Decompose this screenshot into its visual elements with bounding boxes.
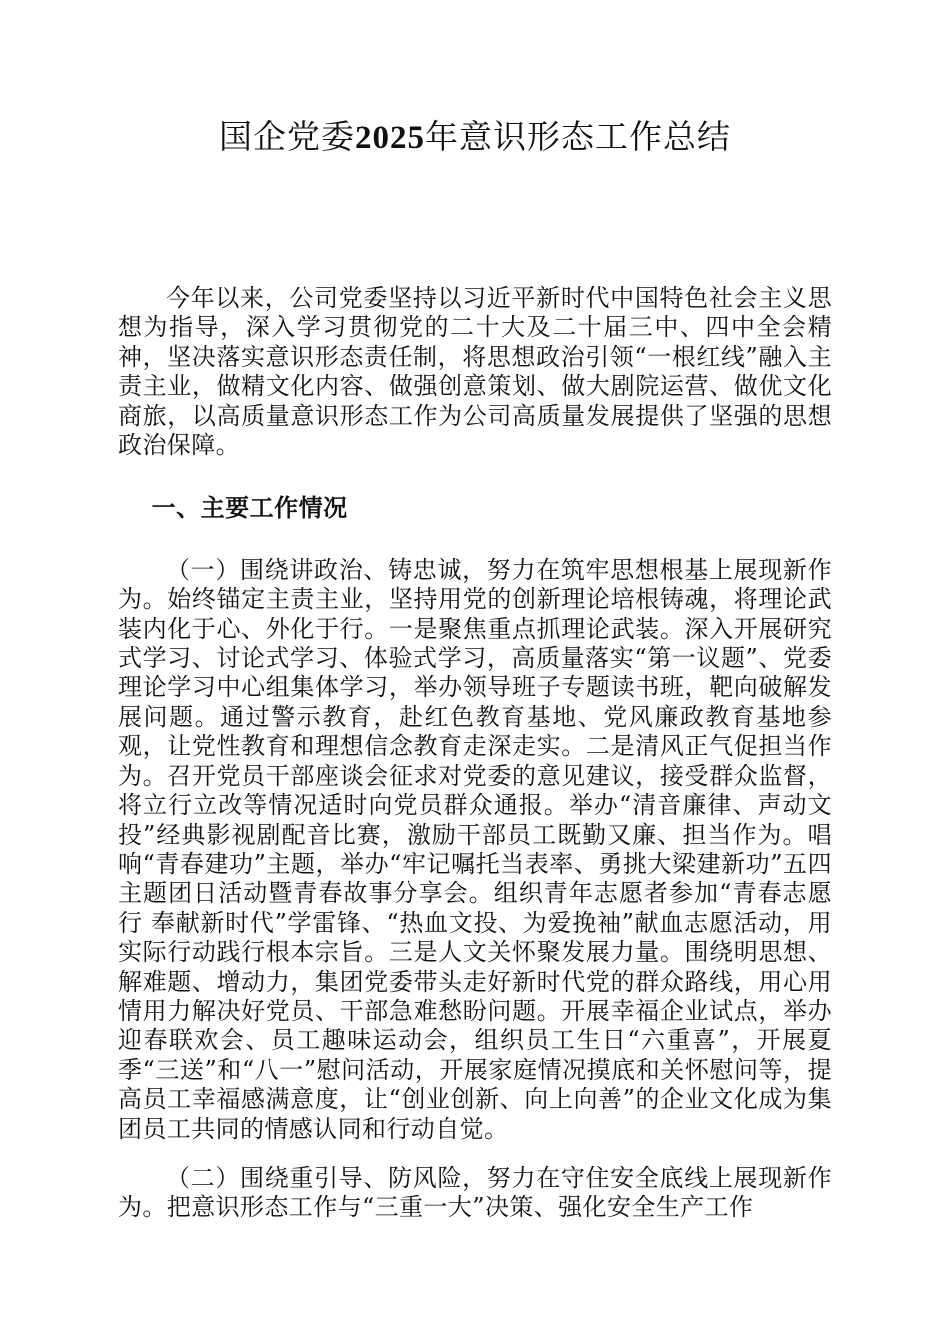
document-body	[118, 284, 832, 1223]
section-heading: 一、主要工作情况	[151, 493, 348, 523]
body-paragraph-2: （二）围绕重引导、防风险，努力在守住安全底线上展现新作为。把意识形态工作与“三重一大”决策、强化安全生产工作	[118, 1163, 832, 1222]
title-year: 2025	[355, 120, 425, 156]
intro-paragraph: 今年以来，公司党委坚持以习近平新时代中国特色社会主义思想为指导，深入学习贯彻党的二十大及二十届三中、四中全会精神，坚决落实意识形态责任制，将思想政治引领“一根红线”融入主责主业，做精文化内容、做强创意策划、做大剧院运营、做优文化商旅，以高质量意识形态工作为公司高质量发展提供了坚强的思想政治保障。	[118, 284, 832, 460]
title-prefix: 国企党委	[219, 117, 355, 156]
document-title	[0, 112, 950, 163]
body-paragraph-1: （一）围绕讲政治、铸忠诚，努力在筑牢思想根基上展现新作为。始终锚定主责主业，坚持用党的创新理论培根铸魂，将理论武装内化于心、外化于行。一是聚焦重点抓理论武装。深入开展研究式学习、讨论式学习、体验式学习，高质量落实“第一议题”、党委理论学习中心组集体学习，举办领导班子专题读书班，靶向破解发展问题。通过警示教育，赴红色教育基地、党风廉政教育基地参观，让党性教育和理想信念教育走深走实。二是清风正气促担当作为。召开党员干部座谈会征求对党委的意见建议，接受群众监督，将立行立改等情况适时向党员群众通报。举办“清音廉律、声动文投”经典影视剧配音比赛，激励干部员工既勤又廉、担当作为。唱响“青春建功”主题，举办“牢记嘱托当表率、勇挑大梁建新功”五四主题团日活动暨青春故事分享会。组织青年志愿者参加“青春志愿行 奉献新时代”学雷锋、“热血文投、为爱挽袖”献血志愿活动，用实际行动践行根本宗旨。三是人文关怀聚发展力量。围绕明思想、解难题、增动力，集团党委带头走好新时代党的群众路线，用心用情用力解决好党员、干部急难愁盼问题。开展幸福企业试点，举办迎春联欢会、员工趣味运动会，组织员工生日“六重喜”，开展夏季“三送”和“八一”慰问活动，开展家庭情况摸底和关怀慰问等，提高员工幸福感满意度，让“创业创新、向上向善”的企业文化成为集团员工共同的情感认同和行动自觉。	[118, 555, 832, 1143]
title-suffix: 年意识形态工作总结	[425, 117, 731, 156]
